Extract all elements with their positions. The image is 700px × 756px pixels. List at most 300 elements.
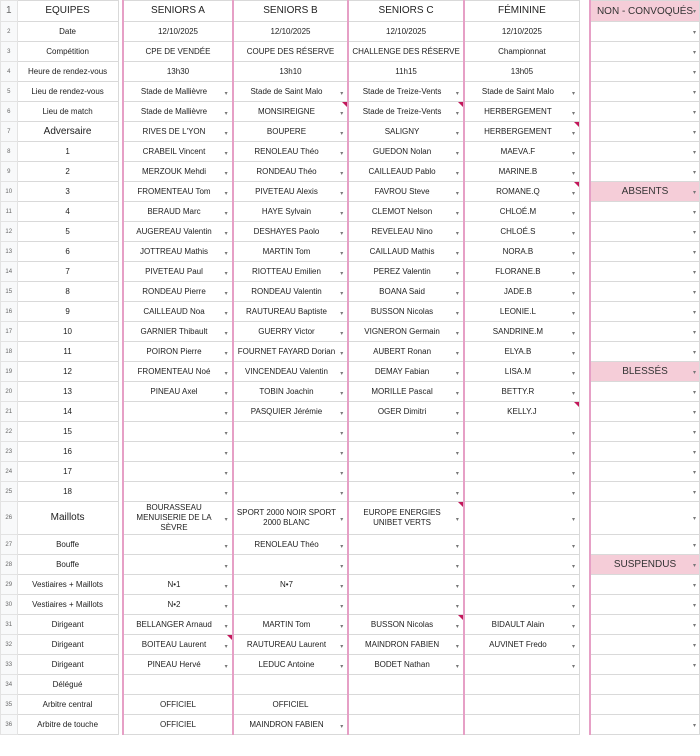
row-label[interactable] — [17, 502, 118, 535]
chevron-down-icon[interactable]: ▾ — [455, 643, 459, 650]
chevron-down-icon[interactable]: ▾ — [692, 562, 696, 569]
grid-cell[interactable] — [233, 202, 349, 222]
blesses-header[interactable] — [590, 362, 700, 382]
grid-cell[interactable] — [233, 262, 349, 282]
grid-cell[interactable] — [233, 715, 349, 735]
chevron-down-icon[interactable]: ▾ — [571, 210, 575, 217]
chevron-down-icon[interactable]: ▾ — [455, 410, 459, 417]
grid-cell[interactable] — [233, 442, 349, 462]
grid-cell[interactable] — [464, 402, 580, 422]
chevron-down-icon[interactable]: ▾ — [455, 210, 459, 217]
chevron-down-icon[interactable]: ▾ — [224, 543, 228, 550]
chevron-down-icon[interactable]: ▾ — [340, 150, 344, 157]
chevron-down-icon[interactable]: ▾ — [224, 623, 228, 630]
status-dropdown-cell[interactable] — [590, 695, 700, 715]
column-header-1[interactable] — [123, 1, 232, 22]
grid-cell[interactable] — [464, 675, 580, 695]
grid-cell[interactable] — [123, 342, 232, 362]
chevron-down-icon[interactable]: ▾ — [692, 389, 696, 396]
chevron-down-icon[interactable]: ▾ — [692, 469, 696, 476]
row-label[interactable] — [17, 122, 118, 142]
row-label[interactable] — [17, 442, 118, 462]
chevron-down-icon[interactable]: ▾ — [340, 110, 344, 117]
grid-cell[interactable] — [123, 502, 232, 535]
grid-cell[interactable] — [348, 675, 464, 695]
status-dropdown-cell[interactable] — [590, 102, 700, 122]
grid-cell[interactable] — [464, 122, 580, 142]
grid-cell[interactable] — [233, 62, 349, 82]
grid-cell[interactable] — [348, 82, 464, 102]
chevron-down-icon[interactable]: ▾ — [571, 370, 575, 377]
grid-cell[interactable] — [123, 402, 232, 422]
chevron-down-icon[interactable]: ▾ — [571, 450, 575, 457]
row-label[interactable] — [17, 555, 118, 575]
chevron-down-icon[interactable]: ▾ — [340, 130, 344, 137]
grid-cell[interactable] — [233, 342, 349, 362]
chevron-down-icon[interactable]: ▾ — [224, 517, 228, 523]
chevron-down-icon[interactable]: ▾ — [224, 190, 228, 197]
grid-cell[interactable] — [233, 502, 349, 535]
status-dropdown-cell[interactable] — [590, 22, 700, 42]
grid-cell[interactable] — [464, 462, 580, 482]
chevron-down-icon[interactable]: ▾ — [224, 563, 228, 570]
grid-cell[interactable] — [464, 282, 580, 302]
grid-cell[interactable] — [464, 62, 580, 82]
grid-cell[interactable] — [348, 42, 464, 62]
chevron-down-icon[interactable]: ▾ — [692, 209, 696, 216]
chevron-down-icon[interactable]: ▾ — [455, 517, 459, 523]
grid-cell[interactable] — [464, 382, 580, 402]
chevron-down-icon[interactable]: ▾ — [571, 603, 575, 610]
row-label[interactable] — [17, 422, 118, 442]
grid-cell[interactable] — [123, 42, 232, 62]
chevron-down-icon[interactable]: ▾ — [340, 723, 344, 730]
status-dropdown-cell[interactable] — [590, 62, 700, 82]
chevron-down-icon[interactable]: ▾ — [340, 270, 344, 277]
chevron-down-icon[interactable]: ▾ — [571, 90, 575, 97]
grid-cell[interactable] — [348, 462, 464, 482]
grid-cell[interactable] — [464, 362, 580, 382]
grid-cell[interactable] — [233, 635, 349, 655]
grid-cell[interactable] — [348, 282, 464, 302]
grid-cell[interactable] — [123, 555, 232, 575]
chevron-down-icon[interactable]: ▾ — [224, 310, 228, 317]
chevron-down-icon[interactable]: ▾ — [455, 603, 459, 610]
status-dropdown-cell[interactable] — [590, 402, 700, 422]
chevron-down-icon[interactable]: ▾ — [692, 9, 696, 15]
status-dropdown-cell[interactable] — [590, 242, 700, 262]
status-dropdown-cell[interactable] — [590, 715, 700, 735]
chevron-down-icon[interactable]: ▾ — [455, 623, 459, 630]
chevron-down-icon[interactable]: ▾ — [692, 622, 696, 629]
grid-cell[interactable] — [348, 382, 464, 402]
chevron-down-icon[interactable]: ▾ — [692, 369, 696, 376]
chevron-down-icon[interactable]: ▾ — [692, 229, 696, 236]
grid-cell[interactable] — [348, 302, 464, 322]
chevron-down-icon[interactable]: ▾ — [224, 150, 228, 157]
chevron-down-icon[interactable]: ▾ — [224, 390, 228, 397]
chevron-down-icon[interactable]: ▾ — [692, 449, 696, 456]
grid-cell[interactable] — [123, 382, 232, 402]
grid-cell[interactable] — [233, 222, 349, 242]
grid-cell[interactable] — [123, 142, 232, 162]
chevron-down-icon[interactable]: ▾ — [692, 189, 696, 196]
chevron-down-icon[interactable]: ▾ — [455, 230, 459, 237]
grid-cell[interactable] — [123, 715, 232, 735]
chevron-down-icon[interactable]: ▾ — [571, 563, 575, 570]
grid-cell[interactable] — [123, 62, 232, 82]
chevron-down-icon[interactable]: ▾ — [692, 429, 696, 436]
grid-cell[interactable] — [464, 695, 580, 715]
chevron-down-icon[interactable]: ▾ — [692, 722, 696, 729]
grid-cell[interactable] — [233, 302, 349, 322]
chevron-down-icon[interactable]: ▾ — [571, 517, 575, 523]
grid-cell[interactable] — [348, 655, 464, 675]
grid-cell[interactable] — [348, 182, 464, 202]
grid-cell[interactable] — [123, 22, 232, 42]
row-label[interactable] — [17, 715, 118, 735]
grid-cell[interactable] — [123, 242, 232, 262]
grid-cell[interactable] — [348, 362, 464, 382]
grid-cell[interactable] — [464, 302, 580, 322]
status-dropdown-cell[interactable] — [590, 535, 700, 555]
row-label[interactable] — [17, 362, 118, 382]
grid-cell[interactable] — [464, 442, 580, 462]
grid-cell[interactable] — [233, 695, 349, 715]
grid-cell[interactable] — [123, 695, 232, 715]
grid-cell[interactable] — [123, 675, 232, 695]
suspendus-header[interactable] — [590, 555, 700, 575]
grid-cell[interactable] — [233, 482, 349, 502]
chevron-down-icon[interactable]: ▾ — [692, 516, 696, 522]
status-dropdown-cell[interactable] — [590, 82, 700, 102]
chevron-down-icon[interactable]: ▾ — [455, 430, 459, 437]
chevron-down-icon[interactable]: ▾ — [224, 270, 228, 277]
chevron-down-icon[interactable]: ▾ — [692, 329, 696, 336]
grid-cell[interactable] — [123, 222, 232, 242]
grid-cell[interactable] — [123, 162, 232, 182]
chevron-down-icon[interactable]: ▾ — [692, 602, 696, 609]
row-label[interactable] — [17, 635, 118, 655]
grid-cell[interactable] — [464, 535, 580, 555]
chevron-down-icon[interactable]: ▾ — [692, 662, 696, 669]
chevron-down-icon[interactable]: ▾ — [571, 310, 575, 317]
grid-cell[interactable] — [348, 555, 464, 575]
grid-cell[interactable] — [233, 282, 349, 302]
grid-cell[interactable] — [348, 595, 464, 615]
grid-cell[interactable] — [348, 322, 464, 342]
grid-cell[interactable] — [348, 142, 464, 162]
row-label[interactable] — [17, 302, 118, 322]
chevron-down-icon[interactable]: ▾ — [224, 250, 228, 257]
chevron-down-icon[interactable]: ▾ — [571, 270, 575, 277]
row-label[interactable] — [17, 62, 118, 82]
column-header-4[interactable] — [464, 1, 580, 22]
grid-cell[interactable] — [123, 462, 232, 482]
status-dropdown-cell[interactable] — [590, 122, 700, 142]
grid-cell[interactable] — [233, 402, 349, 422]
grid-cell[interactable] — [464, 322, 580, 342]
chevron-down-icon[interactable]: ▾ — [692, 269, 696, 276]
status-dropdown-cell[interactable] — [590, 42, 700, 62]
grid-cell[interactable] — [348, 502, 464, 535]
grid-cell[interactable] — [233, 162, 349, 182]
chevron-down-icon[interactable]: ▾ — [571, 430, 575, 437]
grid-cell[interactable] — [348, 222, 464, 242]
row-label[interactable] — [17, 42, 118, 62]
status-dropdown-cell[interactable] — [590, 462, 700, 482]
status-dropdown-cell[interactable] — [590, 382, 700, 402]
grid-cell[interactable] — [123, 182, 232, 202]
chevron-down-icon[interactable]: ▾ — [692, 149, 696, 156]
grid-cell[interactable] — [233, 575, 349, 595]
grid-cell[interactable] — [123, 202, 232, 222]
grid-cell[interactable] — [123, 102, 232, 122]
chevron-down-icon[interactable]: ▾ — [224, 663, 228, 670]
chevron-down-icon[interactable]: ▾ — [224, 370, 228, 377]
column-header-equipes[interactable] — [17, 1, 118, 22]
row-label[interactable] — [17, 142, 118, 162]
grid-cell[interactable] — [123, 302, 232, 322]
row-label[interactable] — [17, 242, 118, 262]
chevron-down-icon[interactable]: ▾ — [455, 190, 459, 197]
grid-cell[interactable] — [233, 655, 349, 675]
chevron-down-icon[interactable]: ▾ — [455, 290, 459, 297]
grid-cell[interactable] — [464, 555, 580, 575]
chevron-down-icon[interactable]: ▾ — [455, 110, 459, 117]
grid-cell[interactable] — [123, 362, 232, 382]
chevron-down-icon[interactable]: ▾ — [455, 170, 459, 177]
row-label[interactable] — [17, 675, 118, 695]
chevron-down-icon[interactable]: ▾ — [571, 490, 575, 497]
chevron-down-icon[interactable]: ▾ — [224, 410, 228, 417]
non-convoques-header[interactable] — [590, 1, 700, 22]
grid-cell[interactable] — [123, 442, 232, 462]
chevron-down-icon[interactable]: ▾ — [571, 110, 575, 117]
chevron-down-icon[interactable]: ▾ — [692, 309, 696, 316]
chevron-down-icon[interactable]: ▾ — [571, 230, 575, 237]
chevron-down-icon[interactable]: ▾ — [571, 190, 575, 197]
status-dropdown-cell[interactable] — [590, 655, 700, 675]
row-label[interactable] — [17, 82, 118, 102]
grid-cell[interactable] — [123, 482, 232, 502]
chevron-down-icon[interactable]: ▾ — [340, 663, 344, 670]
chevron-down-icon[interactable]: ▾ — [692, 489, 696, 496]
chevron-down-icon[interactable]: ▾ — [455, 370, 459, 377]
row-label[interactable] — [17, 202, 118, 222]
grid-cell[interactable] — [233, 675, 349, 695]
chevron-down-icon[interactable]: ▾ — [571, 623, 575, 630]
row-label[interactable] — [17, 535, 118, 555]
grid-cell[interactable] — [464, 22, 580, 42]
row-label[interactable] — [17, 162, 118, 182]
chevron-down-icon[interactable]: ▾ — [340, 190, 344, 197]
chevron-down-icon[interactable]: ▾ — [571, 583, 575, 590]
grid-cell[interactable] — [233, 42, 349, 62]
chevron-down-icon[interactable]: ▾ — [571, 350, 575, 357]
chevron-down-icon[interactable]: ▾ — [340, 430, 344, 437]
chevron-down-icon[interactable]: ▾ — [224, 230, 228, 237]
chevron-down-icon[interactable]: ▾ — [455, 330, 459, 337]
chevron-down-icon[interactable]: ▾ — [455, 270, 459, 277]
grid-cell[interactable] — [464, 482, 580, 502]
chevron-down-icon[interactable]: ▾ — [692, 169, 696, 176]
row-label[interactable] — [17, 462, 118, 482]
status-dropdown-cell[interactable] — [590, 482, 700, 502]
chevron-down-icon[interactable]: ▾ — [455, 543, 459, 550]
status-dropdown-cell[interactable] — [590, 282, 700, 302]
grid-cell[interactable] — [233, 362, 349, 382]
grid-cell[interactable] — [123, 635, 232, 655]
chevron-down-icon[interactable]: ▾ — [692, 109, 696, 116]
chevron-down-icon[interactable]: ▾ — [224, 470, 228, 477]
grid-cell[interactable] — [123, 595, 232, 615]
chevron-down-icon[interactable]: ▾ — [340, 643, 344, 650]
row-label[interactable] — [17, 342, 118, 362]
chevron-down-icon[interactable]: ▾ — [455, 470, 459, 477]
grid-cell[interactable] — [233, 555, 349, 575]
grid-cell[interactable] — [123, 655, 232, 675]
status-dropdown-cell[interactable] — [590, 342, 700, 362]
chevron-down-icon[interactable]: ▾ — [455, 583, 459, 590]
chevron-down-icon[interactable]: ▾ — [224, 290, 228, 297]
grid-cell[interactable] — [348, 202, 464, 222]
grid-cell[interactable] — [464, 575, 580, 595]
grid-cell[interactable] — [464, 142, 580, 162]
status-dropdown-cell[interactable] — [590, 502, 700, 535]
chevron-down-icon[interactable]: ▾ — [224, 210, 228, 217]
status-dropdown-cell[interactable] — [590, 575, 700, 595]
row-label[interactable] — [17, 382, 118, 402]
absents-header[interactable] — [590, 182, 700, 202]
chevron-down-icon[interactable]: ▾ — [455, 130, 459, 137]
chevron-down-icon[interactable]: ▾ — [455, 310, 459, 317]
grid-cell[interactable] — [123, 122, 232, 142]
row-label[interactable] — [17, 182, 118, 202]
chevron-down-icon[interactable]: ▾ — [224, 643, 228, 650]
grid-cell[interactable] — [464, 242, 580, 262]
grid-cell[interactable] — [464, 422, 580, 442]
grid-cell[interactable] — [464, 202, 580, 222]
chevron-down-icon[interactable]: ▾ — [455, 450, 459, 457]
grid-cell[interactable] — [233, 102, 349, 122]
row-label[interactable] — [17, 402, 118, 422]
chevron-down-icon[interactable]: ▾ — [224, 130, 228, 137]
chevron-down-icon[interactable]: ▾ — [455, 250, 459, 257]
chevron-down-icon[interactable]: ▾ — [224, 110, 228, 117]
status-dropdown-cell[interactable] — [590, 202, 700, 222]
chevron-down-icon[interactable]: ▾ — [224, 170, 228, 177]
grid-cell[interactable] — [348, 262, 464, 282]
grid-cell[interactable] — [233, 615, 349, 635]
chevron-down-icon[interactable]: ▾ — [571, 643, 575, 650]
chevron-down-icon[interactable]: ▾ — [224, 350, 228, 357]
column-header-2[interactable] — [233, 1, 349, 22]
grid-cell[interactable] — [464, 262, 580, 282]
grid-cell[interactable] — [464, 42, 580, 62]
chevron-down-icon[interactable]: ▾ — [340, 583, 344, 590]
grid-cell[interactable] — [123, 535, 232, 555]
chevron-down-icon[interactable]: ▾ — [692, 89, 696, 96]
chevron-down-icon[interactable]: ▾ — [571, 390, 575, 397]
chevron-down-icon[interactable]: ▾ — [455, 563, 459, 570]
status-dropdown-cell[interactable] — [590, 262, 700, 282]
row-label[interactable] — [17, 615, 118, 635]
row-label[interactable] — [17, 322, 118, 342]
status-dropdown-cell[interactable] — [590, 442, 700, 462]
chevron-down-icon[interactable]: ▾ — [340, 543, 344, 550]
chevron-down-icon[interactable]: ▾ — [340, 330, 344, 337]
row-label[interactable] — [17, 282, 118, 302]
chevron-down-icon[interactable]: ▾ — [224, 330, 228, 337]
grid-cell[interactable] — [348, 422, 464, 442]
grid-cell[interactable] — [233, 242, 349, 262]
grid-cell[interactable] — [123, 82, 232, 102]
chevron-down-icon[interactable]: ▾ — [455, 663, 459, 670]
chevron-down-icon[interactable]: ▾ — [340, 623, 344, 630]
chevron-down-icon[interactable]: ▾ — [571, 663, 575, 670]
grid-cell[interactable] — [464, 635, 580, 655]
row-label[interactable] — [17, 655, 118, 675]
chevron-down-icon[interactable]: ▾ — [224, 450, 228, 457]
grid-cell[interactable] — [464, 82, 580, 102]
grid-cell[interactable] — [123, 322, 232, 342]
chevron-down-icon[interactable]: ▾ — [224, 603, 228, 610]
grid-cell[interactable] — [233, 535, 349, 555]
chevron-down-icon[interactable]: ▾ — [340, 310, 344, 317]
row-label[interactable] — [17, 102, 118, 122]
grid-cell[interactable] — [348, 162, 464, 182]
chevron-down-icon[interactable]: ▾ — [571, 290, 575, 297]
grid-cell[interactable] — [233, 322, 349, 342]
chevron-down-icon[interactable]: ▾ — [692, 582, 696, 589]
grid-cell[interactable] — [348, 695, 464, 715]
grid-cell[interactable] — [233, 382, 349, 402]
chevron-down-icon[interactable]: ▾ — [340, 390, 344, 397]
grid-cell[interactable] — [348, 122, 464, 142]
row-label[interactable] — [17, 695, 118, 715]
grid-cell[interactable] — [464, 502, 580, 535]
grid-cell[interactable] — [123, 422, 232, 442]
chevron-down-icon[interactable]: ▾ — [571, 543, 575, 550]
chevron-down-icon[interactable]: ▾ — [692, 129, 696, 136]
grid-cell[interactable] — [348, 715, 464, 735]
chevron-down-icon[interactable]: ▾ — [692, 409, 696, 416]
chevron-down-icon[interactable]: ▾ — [340, 410, 344, 417]
grid-cell[interactable] — [348, 615, 464, 635]
status-dropdown-cell[interactable] — [590, 615, 700, 635]
grid-cell[interactable] — [348, 402, 464, 422]
status-dropdown-cell[interactable] — [590, 222, 700, 242]
grid-cell[interactable] — [233, 142, 349, 162]
grid-cell[interactable] — [233, 462, 349, 482]
grid-cell[interactable] — [464, 715, 580, 735]
chevron-down-icon[interactable]: ▾ — [340, 250, 344, 257]
chevron-down-icon[interactable]: ▾ — [340, 370, 344, 377]
grid-cell[interactable] — [348, 635, 464, 655]
chevron-down-icon[interactable]: ▾ — [340, 170, 344, 177]
chevron-down-icon[interactable]: ▾ — [692, 29, 696, 36]
chevron-down-icon[interactable]: ▾ — [692, 289, 696, 296]
chevron-down-icon[interactable]: ▾ — [455, 350, 459, 357]
chevron-down-icon[interactable]: ▾ — [340, 210, 344, 217]
chevron-down-icon[interactable]: ▾ — [692, 49, 696, 56]
row-label[interactable] — [17, 222, 118, 242]
grid-cell[interactable] — [123, 262, 232, 282]
row-label[interactable] — [17, 575, 118, 595]
chevron-down-icon[interactable]: ▾ — [340, 450, 344, 457]
grid-cell[interactable] — [348, 242, 464, 262]
